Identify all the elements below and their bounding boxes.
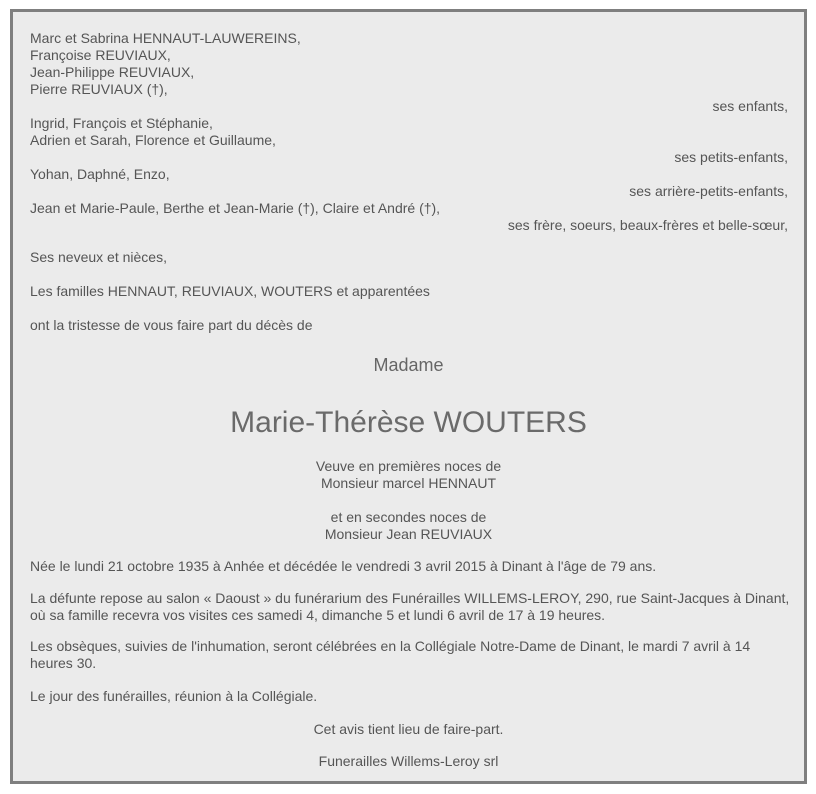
marriage-line: Monsieur marcel HENNAUT	[320, 475, 497, 491]
marriage-line: et en secondes noces de	[330, 509, 487, 525]
deceased-title: Madame	[373, 355, 444, 375]
company-line: Funerailles Willems-Leroy srl	[318, 753, 499, 769]
relation-label: ses enfants,	[712, 98, 788, 114]
relation-label: ses arrière-petits-enfants,	[629, 183, 788, 199]
family-line: Adrien et Sarah, Florence et Guillaume,	[30, 132, 276, 148]
relation-label: ses petits-enfants,	[674, 149, 788, 165]
marriage-line: Veuve en premières noces de	[315, 458, 502, 474]
family-line: Ingrid, François et Stéphanie,	[30, 115, 213, 131]
announcement-line: ont la tristesse de vous faire part du décès de	[30, 317, 313, 333]
gathering-paragraph: Le jour des funérailles, réunion à la Collégiale.	[30, 688, 318, 704]
family-line: Marc et Sabrina HENNAUT-LAUWEREINS,	[30, 30, 301, 46]
family-line: Françoise REUVIAUX,	[30, 47, 171, 63]
funeral-paragraph: Les obsèques, suivies de l'inhumation, seront célébrées en la Collégiale Notre-Dame de Dinant, le mardi 7 avril à 14 heures 30.	[30, 638, 751, 671]
family-line: Pierre REUVIAUX (†),	[30, 81, 168, 97]
marriage-line: Monsieur Jean REUVIAUX	[324, 526, 493, 542]
notice-line: Cet avis tient lieu de faire-part.	[313, 721, 504, 737]
families-line: Les familles HENNAUT, REUVIAUX, WOUTERS et apparentées	[30, 283, 430, 299]
birth-death-paragraph: Née le lundi 21 octobre 1935 à Anhée et décédée le vendredi 3 avril 2015 à Dinant à l'âge de 79 ans.	[30, 558, 657, 574]
obituary-notice	[10, 9, 807, 784]
family-line: Yohan, Daphné, Enzo,	[30, 166, 170, 182]
family-line: Jean-Philippe REUVIAUX,	[30, 64, 195, 80]
family-line: Jean et Marie-Paule, Berthe et Jean-Marie (†), Claire et André (†),	[30, 200, 441, 216]
nephews-line: Ses neveux et nièces,	[30, 249, 167, 265]
deceased-name: Marie-Thérèse WOUTERS	[230, 406, 587, 439]
repose-paragraph: La défunte repose au salon « Daoust » du funérarium des Funérailles WILLEMS-LEROY, 290, rue Saint-Jacques à Dinant, où sa famille recevra vos visites ces samedi 4, dimanche 5 et lundi 6 avril de 17 à 19 heures.	[30, 590, 790, 623]
relation-label: ses frère, soeurs, beaux-frères et belle-sœur,	[507, 217, 788, 233]
